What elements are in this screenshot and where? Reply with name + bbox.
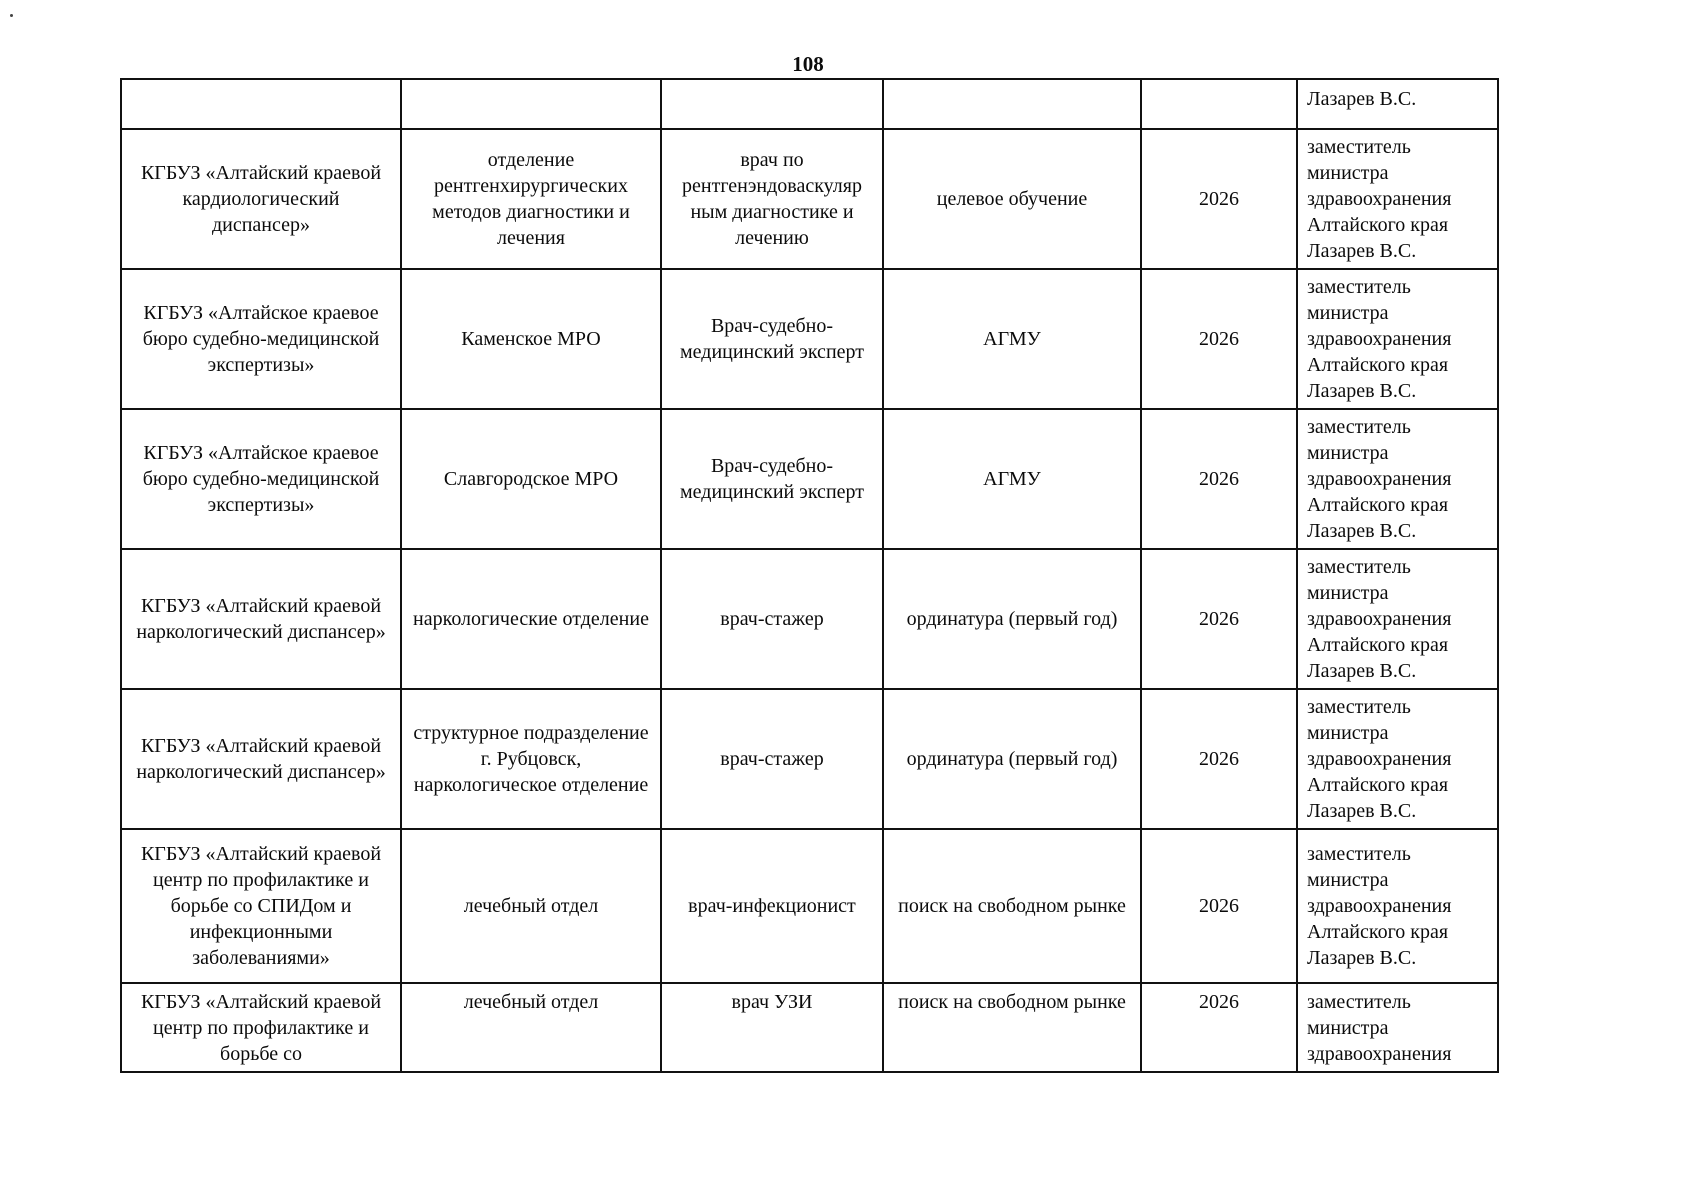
table-row (121, 79, 1498, 129)
table-row (121, 129, 1498, 269)
cell-official: заместитель министра здравоохранения Алтайского края Лазарев В.С. (1297, 829, 1498, 983)
table-row (121, 269, 1498, 409)
table-row (121, 689, 1498, 829)
cell-organization: КГБУЗ «Алтайский краевой центр по профилактике и борьбе со (121, 983, 401, 1072)
cell-position: Врач-судебно-медицинский эксперт (661, 409, 883, 549)
cell-official: заместитель министра здравоохранения (1297, 983, 1498, 1072)
cell-training: АГМУ (883, 409, 1141, 549)
cell-department: наркологические отделение (401, 549, 661, 689)
cell-training: целевое обучение (883, 129, 1141, 269)
cell-training: поиск на свободном рынке (883, 829, 1141, 983)
cell-position: врач-стажер (661, 689, 883, 829)
cell-department: лечебный отдел (401, 983, 661, 1072)
cell-year: 2026 (1141, 689, 1297, 829)
cell-department (401, 79, 661, 129)
cell-department: отделение рентгенхирургических методов диагностики и лечения (401, 129, 661, 269)
cell-position: врач-инфекционист (661, 829, 883, 983)
page-number: 108 (792, 52, 824, 76)
cell-organization (121, 79, 401, 129)
cell-organization: КГБУЗ «Алтайский краевой наркологический диспансер» (121, 689, 401, 829)
cell-department: структурное подразделение г. Рубцовск, наркологическое отделение (401, 689, 661, 829)
cell-official: заместитель министра здравоохранения Алтайского края Лазарев В.С. (1297, 409, 1498, 549)
cell-year: 2026 (1141, 983, 1297, 1072)
table-row (121, 549, 1498, 689)
scan-artifact-dot (10, 14, 13, 17)
cell-year: 2026 (1141, 409, 1297, 549)
cell-year: 2026 (1141, 549, 1297, 689)
cell-training: ординатура (первый год) (883, 689, 1141, 829)
cell-organization: КГБУЗ «Алтайский краевой кардиологический диспансер» (121, 129, 401, 269)
cell-organization: КГБУЗ «Алтайское краевое бюро судебно-медицинской экспертизы» (121, 409, 401, 549)
cell-official: заместитель министра здравоохранения Алтайского края Лазарев В.С. (1297, 269, 1498, 409)
cell-official: заместитель министра здравоохранения Алтайского края Лазарев В.С. (1297, 129, 1498, 269)
cell-training: поиск на свободном рынке (883, 983, 1141, 1072)
cell-organization: КГБУЗ «Алтайский краевой центр по профилактике и борьбе со СПИДом и инфекционными заболеваниями» (121, 829, 401, 983)
cell-year (1141, 79, 1297, 129)
cell-year: 2026 (1141, 269, 1297, 409)
cell-year: 2026 (1141, 829, 1297, 983)
cell-department: лечебный отдел (401, 829, 661, 983)
assignments-table (120, 78, 1499, 1073)
cell-training: АГМУ (883, 269, 1141, 409)
cell-organization: КГБУЗ «Алтайское краевое бюро судебно-медицинской экспертизы» (121, 269, 401, 409)
cell-training (883, 79, 1141, 129)
cell-year: 2026 (1141, 129, 1297, 269)
cell-position: врач по рентгенэндоваскуляр ным диагностике и лечению (661, 129, 883, 269)
cell-department: Славгородское МРО (401, 409, 661, 549)
table-row (121, 983, 1498, 1072)
cell-organization: КГБУЗ «Алтайский краевой наркологический диспансер» (121, 549, 401, 689)
table-row (121, 829, 1498, 983)
cell-position: Врач-судебно-медицинский эксперт (661, 269, 883, 409)
cell-department: Каменское МРО (401, 269, 661, 409)
cell-official: заместитель министра здравоохранения Алтайского края Лазарев В.С. (1297, 549, 1498, 689)
cell-official: заместитель министра здравоохранения Алтайского края Лазарев В.С. (1297, 689, 1498, 829)
cell-position: врач УЗИ (661, 983, 883, 1072)
table-row (121, 409, 1498, 549)
cell-training: ординатура (первый год) (883, 549, 1141, 689)
cell-position (661, 79, 883, 129)
cell-official: Лазарев В.С. (1297, 79, 1498, 129)
cell-position: врач-стажер (661, 549, 883, 689)
